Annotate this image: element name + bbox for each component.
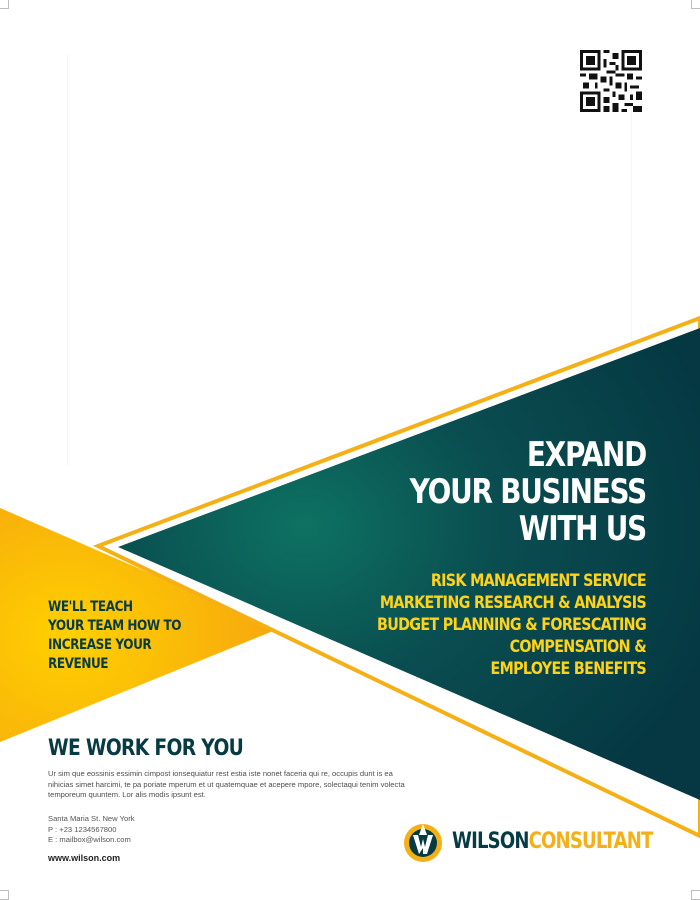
- headline-line-2: YOUR BUSINESS: [409, 472, 646, 512]
- qr-code-icon: [580, 50, 642, 112]
- teach-line: WE'LL TEACH: [48, 599, 133, 615]
- service-item: BUDGET PLANNING & FORESCATING: [376, 615, 646, 635]
- service-item: MARKETING RESEARCH & ANALYSIS: [379, 593, 646, 613]
- service-item: RISK MANAGEMENT SERVICE: [430, 571, 646, 591]
- teach-line: YOUR TEAM HOW TO: [48, 618, 182, 634]
- brand-name-consultant: CONSULTANT: [528, 829, 653, 854]
- headline-line-1: EXPAND: [526, 435, 646, 475]
- teach-line: REVENUE: [48, 656, 109, 672]
- contact-phone: P : +23 1234567800: [48, 824, 117, 834]
- headline-line-3: WITH US: [518, 509, 646, 549]
- teach-tagline: [48, 598, 229, 674]
- service-item: EMPLOYEE BENEFITS: [490, 659, 646, 679]
- work-for-you-title: WE WORK FOR YOU: [48, 736, 244, 761]
- teal-triangle: [118, 328, 700, 800]
- body-paragraph: Ur sim que eossinis essimin cimpost ionsequiatur rest estia iste nonet faceria qui re, occupis dunt is ea nihicias simet harcimi, te pa poriate mperum et ut quatemquae et acepere mpore, solectaqui tenim volecta temporeum quuntem. Lor alis modis ipsunt est.: [48, 769, 405, 799]
- headline: [351, 437, 646, 548]
- contact-email: E : mailbox@wilson.com: [48, 835, 131, 844]
- contact-address: Santa Maria St. New York: [48, 814, 135, 823]
- website-link[interactable]: www.wilson.com: [48, 853, 121, 863]
- contact-block: [48, 814, 135, 846]
- brand-name: [452, 829, 653, 854]
- services-list: [344, 570, 646, 680]
- brand-name-wilson: WILSON: [452, 829, 529, 854]
- teach-line: INCREASE YOUR: [48, 637, 152, 653]
- wilson-w-logo-icon: [403, 823, 443, 863]
- service-item: COMPENSATION &: [509, 637, 646, 657]
